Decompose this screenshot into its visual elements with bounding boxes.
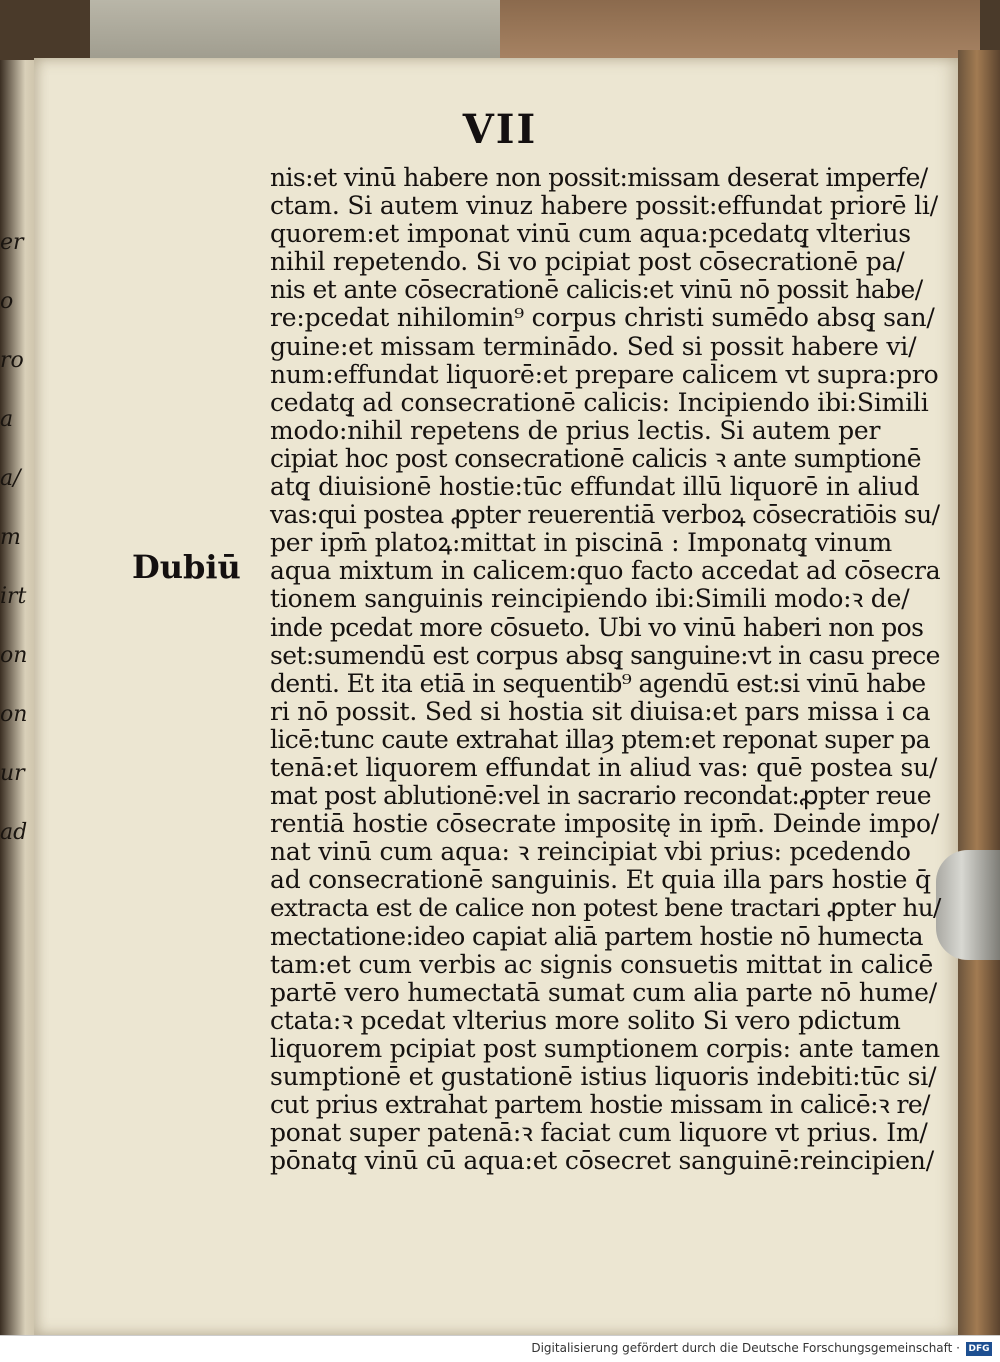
text-line: guine:et missam terminādo. Sed si possit habere vi/ <box>270 331 917 361</box>
text-line: sumptionē et gustationē istius liquoris indebiti:tūc si/ <box>270 1062 937 1091</box>
text-line: mat post ablutionē:vel in sacrario recondat:ꝓpter reue <box>270 781 931 811</box>
text-line: num:effundat liquorē:et prepare calicem vt supra:pro <box>270 359 939 389</box>
binding-cover <box>500 0 980 62</box>
text-block <box>270 164 942 1175</box>
text-line: extracta est de calice non potest bene tractari ꝓpter hu/ <box>270 893 941 923</box>
text-line: ctata:ꝛ pcedat vlterius more solito Si vero pdictum <box>270 1005 901 1035</box>
text-line: liquorem pcipiat post sumptionem corpis: ante tamen <box>270 1033 940 1063</box>
facing-page-fragment: irt <box>0 584 27 609</box>
facing-page-fragment: on <box>0 643 28 668</box>
funding-note: Digitalisierung gefördert durch die Deutsche Forschungsgemeinschaft · <box>531 1341 960 1355</box>
text-line: modo:nihil repetens de prius lectis. Si autem per <box>270 415 881 445</box>
metal-clip <box>936 850 1000 960</box>
text-line: pōnatq̧ vinū cū aqua:et cōsecret sanguinē:reincipien/ <box>270 1146 934 1176</box>
text-line: nis:et vinū habere non possit:missam deserat imperfe/ <box>270 163 928 192</box>
text-line: tionem sanguinis reincipiendo ibi:Simili modo:ꝛ de/ <box>270 584 910 614</box>
facing-page-fragment: ad <box>0 820 28 845</box>
page-edges <box>958 50 1000 1335</box>
text-line: mectatione:ideo capiat aliā partem hostie nō humecta <box>270 921 923 951</box>
text-line: ctam. Si autem vinuz habere possit:effundat priorē li/ <box>270 191 938 221</box>
text-line: ad consecrationē sanguinis. Et quia illa pars hostie q̄ <box>270 865 931 895</box>
text-line: ponat super patenā:ꝛ faciat cum liquore vt prius. Im/ <box>270 1118 928 1148</box>
folio-number: VII <box>462 106 538 153</box>
text-line: rentiā hostie cōsecrate impositę in ipm̄. Deinde impo/ <box>270 809 940 839</box>
facing-page-fragment: o <box>0 289 14 314</box>
text-line: set:sumendū est corpus absq̧ sanguine:vt in casu prece <box>270 640 940 670</box>
text-line: nihil repetendo. Si vo pcipiat post cōsecrationē pa/ <box>270 247 905 277</box>
text-line: nat vinū cum aqua: ꝛ reincipiat vbi prius: pcedendo <box>270 837 911 867</box>
text-line: partē vero humectatā sumat cum alia parte nō hume/ <box>270 977 937 1007</box>
text-line: atq̧ diuisionē hostie:tūc effundat illū liquorē in aliud <box>270 472 920 502</box>
facing-page-fragment: er <box>0 230 24 255</box>
marginal-heading: Dubiū <box>132 548 241 586</box>
footer-bar <box>0 1335 1000 1362</box>
facing-page-fragment: m <box>0 525 21 550</box>
text-line: vas:qui postea ꝓpter reuerentiā verboꝝ cōsecratiōis su/ <box>270 500 940 530</box>
text-line: re:pcedat nihilomin⁹ corpus christi sumēdo absq̧ san/ <box>270 303 935 333</box>
facing-page-fragment: ur <box>0 761 25 786</box>
text-line: nis et ante cōsecrationē calicis:et vinū nō possit habe/ <box>270 275 923 305</box>
text-line: ri nō possit. Sed si hostia sit diuisa:et pars missa i ca <box>270 696 931 726</box>
text-line: cut prius extrahat partem hostie missam in calicē:ꝛ re/ <box>270 1090 930 1120</box>
text-line: tam:et cum verbis ac signis consuetis mittat in calicē <box>270 949 934 979</box>
facing-page-fragments <box>0 230 30 845</box>
facing-page-fragment: ro <box>0 348 24 373</box>
text-line: cipiat hoc post consecrationē calicis ꝛ ante sumptionē <box>270 443 921 473</box>
binding-tape <box>90 0 510 66</box>
text-line: licē:tunc caute extrahat illaȝ ptem:et reponat super pa <box>270 724 930 754</box>
text-line: inde pcedat more cōsueto. Ubi vo vinū haberi non pos <box>270 612 924 642</box>
text-line: cedatq̧ ad consecrationē calicis: Incipiendo ibi:Simili <box>270 387 929 417</box>
facing-page-fragment: a/ <box>0 466 21 491</box>
dfg-logo: DFG <box>966 1342 992 1356</box>
text-line: per ipm̄ platoꝝ:mittat in piscinā : Imponatq̧ vinum <box>270 528 892 558</box>
text-line: tenā:et liquorem effundat in aliud vas: quē postea su/ <box>270 752 938 782</box>
facing-page-fragment: on <box>0 702 28 727</box>
facing-page-fragment: a <box>0 407 14 432</box>
text-line: aqua mixtum in calicem:quo facto accedat ad cōsecra <box>270 556 941 586</box>
text-line: quorem:et imponat vinū cum aqua:pcedatq̧ vlterius <box>270 219 911 249</box>
text-line: denti. Et ita etiā in sequentib⁹ agendū est:si vinū habe <box>270 668 926 698</box>
